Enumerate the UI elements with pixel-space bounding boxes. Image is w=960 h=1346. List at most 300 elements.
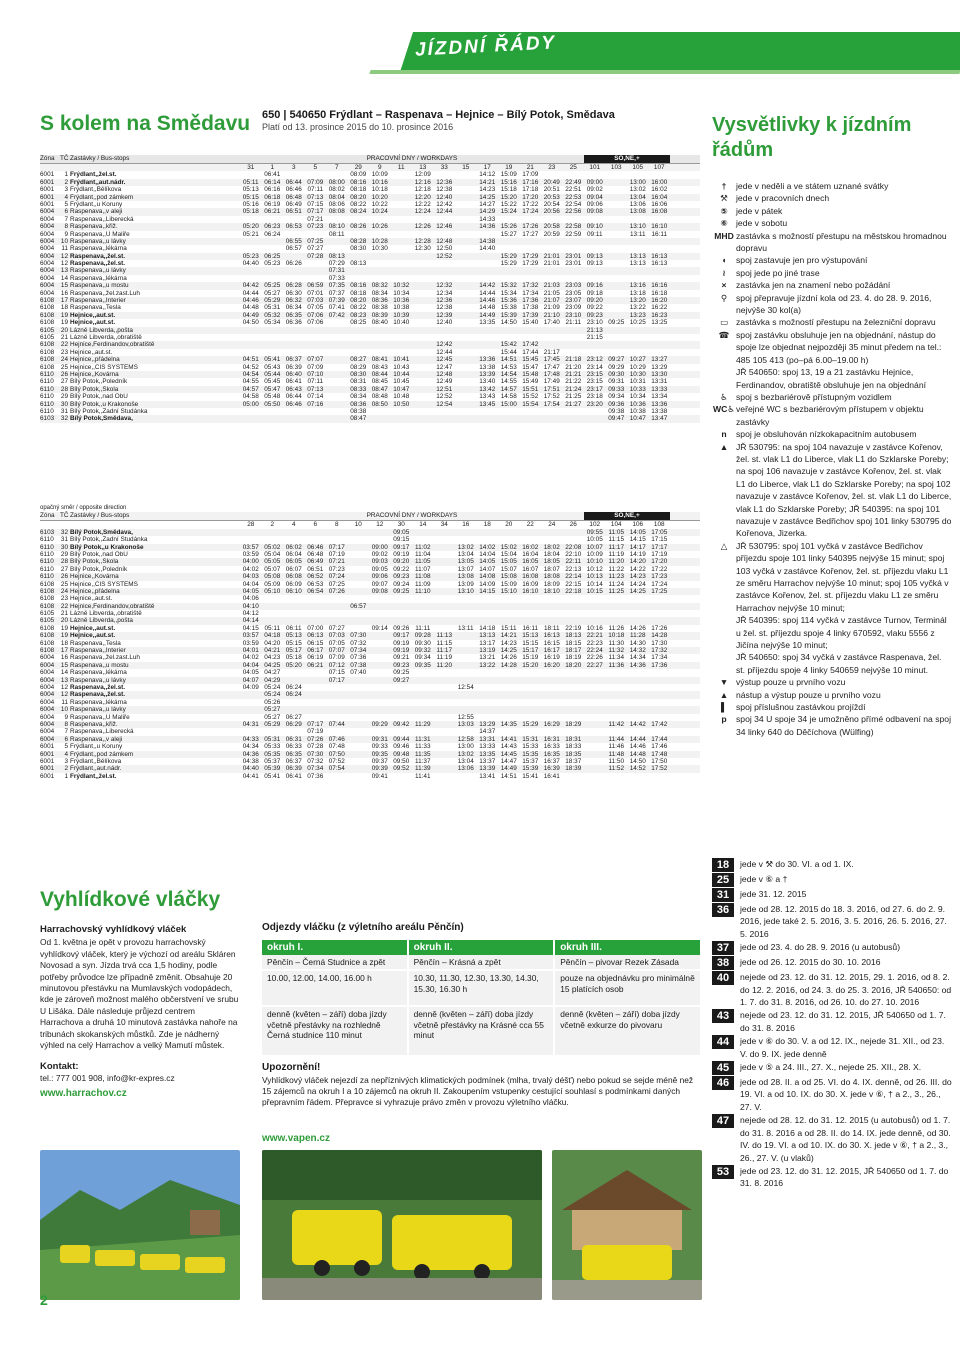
time-cell bbox=[606, 297, 628, 304]
time-cell: 21:17 bbox=[543, 348, 560, 356]
time-cell: 10:09 bbox=[371, 171, 388, 179]
legend-text: spoj jede po jiné trase bbox=[736, 267, 820, 278]
time-cell bbox=[434, 171, 456, 178]
time-cell: 16:08 bbox=[651, 208, 668, 216]
legend-code-badge: 53 bbox=[712, 1165, 734, 1179]
time-cell: 10:07 bbox=[586, 543, 603, 551]
time-cell: 10:05 bbox=[586, 536, 603, 544]
stop-name: Raspenava,,v aleji bbox=[70, 735, 123, 743]
time-cell: 15:04 bbox=[500, 550, 517, 558]
time-cell bbox=[391, 684, 413, 691]
time-cell bbox=[606, 327, 628, 334]
table-row bbox=[40, 260, 700, 267]
time-cell: 06:43 bbox=[285, 385, 302, 393]
time-cell: 20:56 bbox=[543, 208, 560, 216]
time-cell: 04:02 bbox=[242, 565, 259, 573]
time-cell: 13:22 bbox=[629, 304, 646, 312]
time-cell bbox=[477, 327, 499, 334]
time-cell: 13:05 bbox=[457, 558, 474, 566]
time-cell: 09:35 bbox=[414, 661, 431, 669]
time-cell: 14:23 bbox=[479, 186, 496, 194]
time-cell bbox=[434, 595, 456, 602]
legend-code-badge: 47 bbox=[712, 1114, 734, 1128]
time-cell: 14:42 bbox=[479, 282, 496, 290]
legend-text: JŘ 540395: spoj 114 vyčká v zastávce Turnov, Terminál u žel. st. příjezdu spoje 4 linky 670592, vlaku 5556 z Jičína nejvýše 10 minut; bbox=[736, 615, 947, 651]
time-cell bbox=[584, 415, 606, 422]
time-cell: 15:34 bbox=[500, 289, 517, 297]
trip-number: 9 bbox=[377, 164, 382, 171]
time-cell: 07:11 bbox=[307, 186, 324, 194]
legend-symbol-icon: ▭ bbox=[719, 317, 729, 328]
stop-name: Bílý Potok,,nad ObÚ bbox=[70, 393, 128, 401]
time-cell: 04:40 bbox=[242, 765, 259, 773]
legend-code-badge: 43 bbox=[712, 1009, 734, 1023]
time-cell bbox=[326, 714, 348, 721]
time-cell bbox=[627, 603, 649, 610]
time-cell: 17:51 bbox=[543, 385, 560, 393]
time-cell: 17:48 bbox=[543, 370, 560, 378]
time-cell: 17:09 bbox=[522, 171, 539, 179]
time-cell bbox=[348, 349, 370, 356]
zone-cell: 6004 bbox=[40, 289, 55, 297]
time-cell bbox=[563, 669, 585, 676]
time-cell: 16:04 bbox=[651, 193, 668, 201]
time-cell bbox=[348, 275, 370, 282]
table-row bbox=[40, 312, 700, 319]
time-cell: 04:20 bbox=[264, 639, 281, 647]
time-cell bbox=[455, 647, 477, 654]
time-cell bbox=[455, 290, 477, 297]
stop-name: Frýdlant,,pod zámkem bbox=[70, 193, 134, 201]
stop-name: Raspenava,,u lávky bbox=[70, 676, 126, 684]
time-cell: 05:21 bbox=[242, 230, 259, 238]
time-cell bbox=[584, 736, 606, 743]
zone-cell: 6004 bbox=[40, 252, 55, 260]
time-cell bbox=[391, 699, 413, 706]
time-cell: 17:22 bbox=[651, 565, 668, 573]
zone-cell: 6110 bbox=[40, 385, 54, 393]
stop-number: 7 bbox=[64, 728, 68, 736]
weekend-header: SO,NE,+ bbox=[584, 512, 670, 520]
time-cell: 14:45 bbox=[500, 750, 517, 758]
stop-number: 12 bbox=[60, 260, 68, 268]
time-cell bbox=[606, 706, 628, 713]
time-cell bbox=[455, 327, 477, 334]
time-cell bbox=[391, 253, 413, 260]
time-cell: 16:13 bbox=[651, 260, 668, 268]
time-cell: 08:26 bbox=[350, 223, 367, 231]
stop-number: 25 bbox=[60, 580, 68, 588]
stop-name: Frýdlant,,Bělíkova bbox=[70, 757, 122, 765]
time-cell bbox=[520, 238, 542, 245]
time-cell: 09:16 bbox=[586, 282, 603, 290]
time-cell bbox=[391, 208, 413, 215]
table-row bbox=[40, 282, 700, 289]
table-row bbox=[40, 349, 700, 356]
time-cell: 15:38 bbox=[500, 304, 517, 312]
time-cell: 12:40 bbox=[436, 319, 453, 327]
time-cell: 07:25 bbox=[307, 237, 324, 245]
vlacky-body bbox=[40, 924, 240, 1100]
time-cell: 17:52 bbox=[543, 393, 560, 401]
time-cell: 21:25 bbox=[565, 393, 582, 401]
time-cell bbox=[455, 194, 477, 201]
time-cell: 04:50 bbox=[242, 319, 259, 327]
time-cell: 05:05 bbox=[264, 558, 281, 566]
time-cell: 06:34 bbox=[285, 304, 302, 312]
time-cell: 20:58 bbox=[543, 223, 560, 231]
time-cell bbox=[606, 223, 628, 230]
route-1: Pěnčín – Černá Studnice a zpět bbox=[262, 955, 409, 971]
time-cell: 15:20 bbox=[522, 661, 539, 669]
time-cell: 05:16 bbox=[242, 200, 259, 208]
stop-number: 28 bbox=[60, 558, 68, 566]
time-cell: 11:23 bbox=[608, 573, 625, 581]
table-row bbox=[40, 529, 700, 536]
time-cell: 07:41 bbox=[328, 304, 345, 312]
time-cell: 07:39 bbox=[328, 297, 345, 305]
stop-name: Raspenava,,Liberecká bbox=[70, 728, 134, 736]
time-cell: 15:15 bbox=[522, 639, 539, 647]
route-title: 650 | 540650 Frýdlant – Raspenava – Hejnice – Bílý Potok, Smědava bbox=[262, 109, 615, 121]
stop-number: 6 bbox=[64, 208, 68, 216]
time-cell: 09:29 bbox=[608, 363, 625, 371]
time-cell: 22:19 bbox=[565, 624, 582, 632]
time-cell: 08:29 bbox=[350, 363, 367, 371]
time-cell bbox=[606, 275, 628, 282]
time-cell: 05:33 bbox=[264, 743, 281, 751]
time-cell bbox=[391, 610, 413, 617]
time-cell: 23:17 bbox=[586, 385, 603, 393]
legend-text: spoj přepravuje jízdní kola od 23. 4. do 28. 9. 2016, nejvýše 30 kol(a) bbox=[736, 292, 932, 316]
time-cell: 15:24 bbox=[500, 208, 517, 216]
time-cell: 06:57 bbox=[350, 602, 367, 610]
stop-name: Raspenava,,žel.st. bbox=[70, 691, 126, 699]
time-cell: 06:33 bbox=[285, 743, 302, 751]
time-cell bbox=[369, 253, 391, 260]
time-cell: 17:17 bbox=[651, 543, 668, 551]
stop-number: 10 bbox=[60, 706, 68, 714]
time-cell bbox=[455, 632, 477, 639]
time-cell: 08:36 bbox=[350, 400, 367, 408]
legend-symbol-icon bbox=[712, 366, 736, 391]
stop-number: 2 bbox=[64, 178, 68, 186]
time-cell bbox=[240, 415, 262, 422]
time-cell bbox=[498, 216, 520, 223]
stop-name: Raspenava,,žel.zast.Luh bbox=[70, 654, 140, 662]
time-cell: 14:53 bbox=[500, 363, 517, 371]
legend-text: JŘ 540650: spoj 34 vyčká v zastávce Raspenava, žel. st. příjezdu spoje 4 linky 540659 nejvýše 10 minut. bbox=[736, 652, 942, 675]
time-cell bbox=[627, 684, 649, 691]
trip-number: 106 bbox=[632, 521, 644, 529]
table-row bbox=[40, 364, 700, 371]
time-cell: 04:55 bbox=[242, 378, 259, 386]
time-cell: 23:10 bbox=[565, 311, 582, 319]
time-cell bbox=[649, 617, 671, 624]
time-cell bbox=[606, 245, 628, 252]
time-cell bbox=[434, 669, 456, 676]
time-cell bbox=[305, 349, 327, 356]
time-cell: 07:06 bbox=[307, 311, 324, 319]
time-cell bbox=[498, 529, 520, 536]
time-cell: 04:36 bbox=[242, 750, 259, 758]
time-cell bbox=[606, 691, 628, 698]
stop-name: Frýdlant,,u Koruny bbox=[70, 743, 123, 751]
stop-name: Bílý Potok,,Poledník bbox=[70, 378, 128, 386]
legend-code-item bbox=[712, 888, 952, 902]
trip-number: 13 bbox=[419, 164, 427, 171]
time-cell: 16:06 bbox=[651, 200, 668, 208]
time-cell bbox=[455, 208, 477, 215]
time-cell bbox=[326, 371, 348, 378]
tc-header: TČ bbox=[60, 155, 69, 162]
stop-name: Raspenava,,U Maliře bbox=[70, 230, 130, 238]
time-cell bbox=[326, 610, 348, 617]
time-cell: 07:17 bbox=[328, 676, 345, 684]
time-cell bbox=[455, 356, 477, 363]
time-cell: 22:26 bbox=[586, 654, 603, 662]
time-cell bbox=[584, 275, 606, 282]
time-cell bbox=[305, 171, 327, 178]
zone-cell: 6001 bbox=[40, 757, 55, 765]
time-cell bbox=[412, 364, 434, 371]
time-cell: 05:27 bbox=[264, 706, 281, 714]
time-cell bbox=[627, 691, 649, 698]
time-cell bbox=[455, 349, 477, 356]
stop-number: 3 bbox=[64, 186, 68, 194]
time-cell: 10:16 bbox=[586, 624, 603, 632]
zone-cell: 6105 bbox=[40, 333, 55, 341]
time-cell: 09:00 bbox=[371, 543, 388, 551]
time-cell bbox=[477, 341, 499, 348]
time-cell: 07:15 bbox=[307, 200, 324, 208]
legend-code-text: jede od 23. 12. do 31. 12. 2015, JŘ 540650 od 1. 7. do 31. 8. 2016 bbox=[740, 1165, 949, 1189]
time-cell bbox=[348, 334, 370, 341]
time-cell: 05:24 bbox=[264, 691, 281, 699]
time-cell bbox=[649, 714, 671, 721]
time-cell bbox=[412, 216, 434, 223]
time-cell: 14:55 bbox=[500, 378, 517, 386]
time-cell: 05:25 bbox=[264, 282, 281, 290]
stop-name: Raspenava,,křiž. bbox=[70, 720, 118, 728]
time-cell: 09:55 bbox=[586, 528, 603, 536]
time-cell: 09:23 bbox=[393, 661, 410, 669]
time-cell: 09:00 bbox=[586, 178, 603, 186]
time-cell: 06:31 bbox=[285, 735, 302, 743]
time-cell: 17:48 bbox=[651, 750, 668, 758]
time-cell: 06:30 bbox=[285, 289, 302, 297]
time-cell bbox=[563, 617, 585, 624]
time-cell: 11:05 bbox=[608, 528, 625, 536]
time-cell bbox=[627, 728, 649, 735]
stop-name: Lázně Libverda,,pošta bbox=[70, 617, 133, 625]
time-cell bbox=[455, 216, 477, 223]
time-cell: 07:28 bbox=[307, 252, 324, 260]
time-cell: 13:11 bbox=[629, 230, 646, 238]
time-cell: 15:26 bbox=[500, 223, 517, 231]
time-cell: 09:52 bbox=[393, 765, 410, 773]
time-cell bbox=[434, 334, 456, 341]
legend-symbol-icon bbox=[712, 614, 736, 651]
time-cell: 06:11 bbox=[285, 624, 302, 632]
time-cell: 14:15 bbox=[629, 536, 646, 544]
time-cell: 10:26 bbox=[371, 223, 388, 231]
time-cell: 13:13 bbox=[479, 632, 496, 640]
time-cell: 21:11 bbox=[565, 319, 582, 327]
time-cell bbox=[649, 699, 671, 706]
time-cell: 04:58 bbox=[242, 393, 259, 401]
time-cell: 13:04 bbox=[629, 193, 646, 201]
time-cell: 13:10 bbox=[629, 223, 646, 231]
legend-list bbox=[712, 180, 952, 738]
time-cell bbox=[283, 595, 305, 602]
time-cell bbox=[369, 341, 391, 348]
time-cell bbox=[369, 327, 391, 334]
time-cell bbox=[391, 223, 413, 230]
legend-item bbox=[712, 279, 952, 291]
stop-name: Hejnice,,přádelna bbox=[70, 356, 120, 364]
time-cell: 06:48 bbox=[307, 550, 324, 558]
time-cell: 09:17 bbox=[393, 543, 410, 551]
zone-cell: 6105 bbox=[40, 326, 55, 334]
time-cell: 06:13 bbox=[307, 632, 324, 640]
time-cell: 12:28 bbox=[414, 237, 431, 245]
time-cell: 15:07 bbox=[500, 565, 517, 573]
time-cell: 23:14 bbox=[586, 363, 603, 371]
stop-name: Raspenava,,lékárna bbox=[70, 274, 127, 282]
legend-symbol-icon: ♿ bbox=[720, 391, 728, 402]
time-cell: 06:19 bbox=[307, 654, 324, 662]
trip-number: 14 bbox=[419, 521, 427, 529]
legend-code-item bbox=[712, 1114, 952, 1164]
time-cell: 09:19 bbox=[393, 550, 410, 558]
time-cell bbox=[412, 728, 434, 735]
time-cell: 14:33 bbox=[479, 215, 496, 223]
time-cell bbox=[434, 415, 456, 422]
time-cell: 09:26 bbox=[393, 624, 410, 632]
time-cell bbox=[498, 728, 520, 735]
time-cell bbox=[498, 275, 520, 282]
time-cell: 17:36 bbox=[651, 661, 668, 669]
time-cell: 17:44 bbox=[651, 735, 668, 743]
time-cell bbox=[326, 529, 348, 536]
time-cell bbox=[563, 245, 585, 252]
time-cell bbox=[412, 529, 434, 536]
time-cell: 07:33 bbox=[328, 274, 345, 282]
time-cell: 11:20 bbox=[436, 661, 453, 669]
time-cell: 08:22 bbox=[350, 304, 367, 312]
stop-name: Bílý Potok,,Škola bbox=[70, 558, 119, 566]
time-cell: 11:28 bbox=[629, 632, 646, 640]
time-cell bbox=[563, 714, 585, 721]
time-cell: 03:59 bbox=[242, 550, 259, 558]
legend-item bbox=[712, 441, 952, 540]
time-cell bbox=[455, 334, 477, 341]
time-cell: 10:09 bbox=[586, 550, 603, 558]
time-cell: 21:10 bbox=[543, 311, 560, 319]
time-cell: 14:25 bbox=[479, 193, 496, 201]
time-cell: 15:13 bbox=[522, 632, 539, 640]
timetable-outbound bbox=[40, 155, 700, 423]
time-cell: 15:32 bbox=[500, 282, 517, 290]
time-cell bbox=[563, 595, 585, 602]
time-cell: 10:29 bbox=[629, 363, 646, 371]
harrachov-link[interactable]: www.harrachov.cz bbox=[40, 1088, 127, 1100]
time-cell bbox=[412, 327, 434, 334]
legend-codes bbox=[712, 858, 952, 1191]
time-cell bbox=[348, 736, 370, 743]
table-row bbox=[40, 194, 700, 201]
stop-name: Lázně Libverda,,obratiště bbox=[70, 610, 142, 618]
trip-number: 30 bbox=[397, 521, 405, 529]
time-cell bbox=[477, 691, 499, 698]
workdays-header: PRACOVNÍ DNY / WORKDAYS bbox=[366, 512, 458, 520]
time-cell bbox=[627, 245, 649, 252]
time-cell bbox=[348, 610, 370, 617]
time-cell bbox=[283, 327, 305, 334]
time-cell: 21:27 bbox=[565, 400, 582, 408]
time-cell bbox=[541, 171, 563, 178]
time-cell bbox=[627, 595, 649, 602]
time-cell bbox=[606, 669, 628, 676]
time-cell: 11:08 bbox=[414, 573, 431, 581]
time-cell: 12:58 bbox=[457, 735, 474, 743]
trip-number: 102 bbox=[589, 521, 601, 529]
time-cell bbox=[240, 171, 262, 178]
vapen-link[interactable]: www.vapen.cz bbox=[262, 1133, 330, 1144]
time-cell: 17:26 bbox=[522, 223, 539, 231]
time-cell bbox=[477, 275, 499, 282]
time-cell bbox=[563, 706, 585, 713]
time-cell: 04:04 bbox=[242, 580, 259, 588]
time-cell: 11:32 bbox=[608, 647, 625, 655]
stop-number: 4 bbox=[64, 193, 68, 201]
legend-code-text: nejede od 28. 12. do 31. 12. 2015 (u autobusů) od 1. 7. do 31. 8. 2016 a od 28. II. do 14. IX. jede denně, od 30. IV. do 19. VI. a od 10. IX. do 30. X. jede v ⑥, † a 2., 3., 26., 27. V. (u vlaků) bbox=[740, 1115, 951, 1163]
time-cell: 05:04 bbox=[264, 550, 281, 558]
time-cell: 11:25 bbox=[608, 587, 625, 595]
zone-cell: 6108 bbox=[40, 319, 55, 327]
time-cell: 07:17 bbox=[307, 208, 324, 216]
table-row bbox=[40, 223, 700, 230]
time-cell: 08:45 bbox=[371, 378, 388, 386]
time-cell: 17:29 bbox=[522, 260, 539, 268]
stop-name: Raspenava,,Tesla bbox=[70, 304, 121, 312]
time-cell bbox=[584, 728, 606, 735]
legend-symbol-icon: ⑥ bbox=[720, 218, 728, 229]
time-cell: 07:25 bbox=[328, 580, 345, 588]
time-cell: 10:16 bbox=[371, 178, 388, 186]
time-cell: 08:08 bbox=[328, 208, 345, 216]
time-cell bbox=[262, 595, 284, 602]
zone-cell: 6004 bbox=[40, 267, 55, 275]
time-cell: 07:44 bbox=[328, 720, 345, 728]
time-cell bbox=[326, 401, 348, 408]
time-cell: 17:45 bbox=[543, 356, 560, 364]
time-cell bbox=[606, 728, 628, 735]
legend-item bbox=[712, 651, 952, 676]
stop-name: Raspenava,,lékárna bbox=[70, 669, 127, 677]
time-cell: 13:06 bbox=[629, 200, 646, 208]
time-cell: 13:04 bbox=[457, 550, 474, 558]
time-cell bbox=[348, 231, 370, 238]
table-row bbox=[40, 415, 700, 422]
stop-number: 28 bbox=[60, 385, 68, 393]
time-cell bbox=[348, 684, 370, 691]
time-cell bbox=[606, 714, 628, 721]
time-cell bbox=[649, 684, 671, 691]
table-row bbox=[40, 640, 700, 647]
time-cell: 13:38 bbox=[479, 363, 496, 371]
